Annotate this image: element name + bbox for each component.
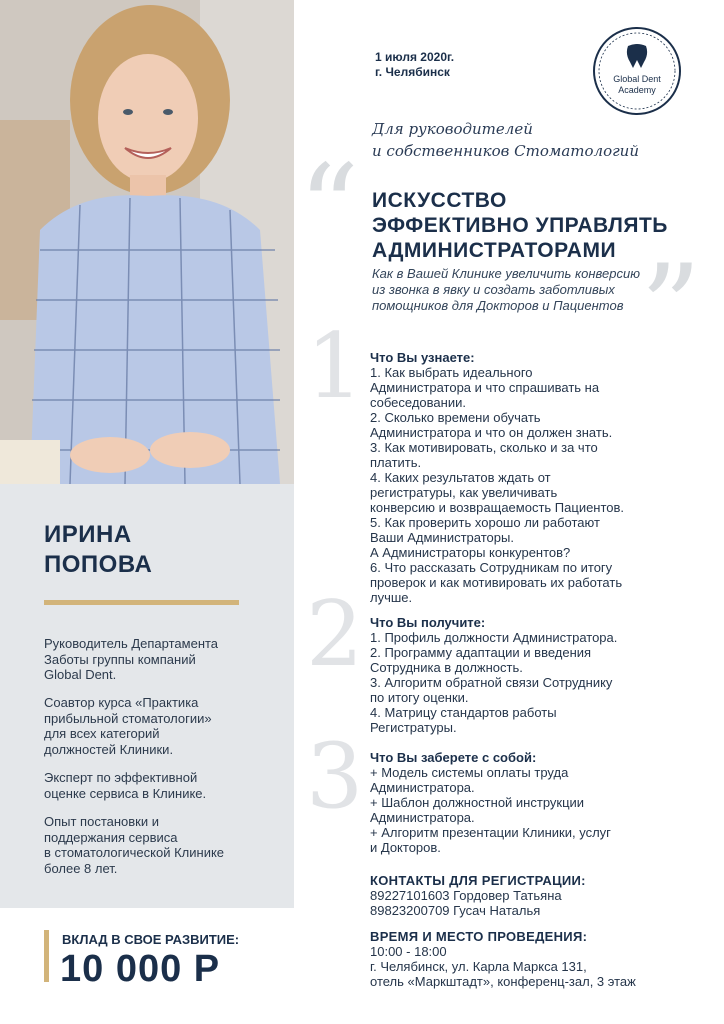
section-line: 2. Программу адаптации и введения — [370, 645, 592, 660]
bio-line: Эксперт по эффективной — [44, 770, 198, 785]
bio-line: должностей Клиники. — [44, 741, 174, 757]
bio-line: более 8 лет. — [44, 860, 118, 876]
tooth-logo-icon — [592, 26, 682, 116]
section-line: 1. Как выбрать идеального — [370, 365, 533, 380]
lead-line: Как в Вашей Клинике увеличить конверсию — [372, 266, 640, 281]
price-value: 10 000 Р — [60, 948, 221, 990]
section-line: Сотрудника в должность. — [370, 660, 523, 675]
academy-logo — [592, 26, 682, 116]
venue-hall: отель «Маркштадт», конференц-зал, 3 этаж — [370, 974, 636, 989]
speaker-bio-expert — [44, 770, 274, 801]
contact-phone[interactable]: 89227101603 Гордовер Татьяна — [370, 888, 562, 903]
event-lead — [372, 266, 672, 314]
logo-text-line1: Global Dent — [613, 74, 661, 84]
audience-caption — [372, 118, 639, 162]
section-line: + Шаблон должностной инструкции — [370, 795, 585, 810]
section-line: проверок и как мотивировать их работать — [370, 575, 623, 590]
section-learn — [370, 350, 710, 605]
speaker-last-name: ПОПОВА — [44, 551, 153, 578]
speaker-bio-experience — [44, 814, 274, 876]
speaker-bio-course — [44, 695, 274, 757]
section-line: лучше. — [370, 590, 413, 605]
section-line: 3. Алгоритм обратной связи Сотруднику — [370, 675, 613, 690]
section-line: + Модель системы оплаты труда — [370, 765, 569, 780]
section-line: А Администраторы конкурентов? — [370, 545, 571, 560]
speaker-name — [44, 520, 152, 580]
bio-line: Global Dent. — [44, 667, 117, 682]
section-line: + Алгоритм презентации Клиники, услуг — [370, 825, 611, 840]
logo-text-line2: Academy — [618, 85, 656, 95]
contacts-block — [370, 873, 710, 918]
section-line: 2. Сколько времени обучать — [370, 410, 541, 425]
section-line: 1. Профиль должности Администратора. — [370, 630, 618, 645]
section-number-2: 2 — [306, 582, 364, 687]
audience-line2: и собственников Стоматологий — [372, 142, 640, 160]
venue-heading: ВРЕМЯ И МЕСТО ПРОВЕДЕНИЯ: — [370, 929, 588, 944]
bio-line: Руководитель Департамента — [44, 636, 219, 651]
event-city: г. Челябинск — [375, 65, 450, 79]
bio-line: оценке сервиса в Клинике. — [44, 785, 207, 801]
speaker-portrait-illustration — [0, 0, 294, 484]
gold-divider — [44, 600, 239, 605]
contacts-heading: КОНТАКТЫ ДЛЯ РЕГИСТРАЦИИ: — [370, 873, 586, 888]
section-line: 6. Что рассказать Сотрудникам по итогу — [370, 560, 613, 575]
section-line: собеседовании. — [370, 395, 466, 410]
lead-line: из звонка в явку и создать заботливых — [372, 282, 615, 297]
bio-line: Соавтор курса «Практика — [44, 695, 199, 710]
section-line: 5. Как проверить хорошо ли работают — [370, 515, 600, 530]
event-date: 1 июля 2020г. — [375, 50, 455, 64]
section-heading: Что Вы узнаете: — [370, 350, 475, 365]
event-title — [372, 188, 668, 263]
section-number-1: 1 — [306, 314, 364, 419]
bio-line: Опыт постановки и — [44, 814, 160, 829]
section-line: регистратуры, как увеличивать — [370, 485, 558, 500]
contact-phone[interactable]: 89823200709 Гусач Наталья — [370, 903, 541, 918]
lead-line: помощников для Докторов и Пациентов — [372, 298, 624, 313]
venue-time: 10:00 - 18:00 — [370, 944, 447, 959]
section-heading: Что Вы получите: — [370, 615, 486, 630]
section-get — [370, 615, 710, 735]
section-line: 4. Матрицу стандартов работы — [370, 705, 557, 720]
section-line: платить. — [370, 455, 422, 470]
title-line3: АДМИНИСТРАТОРАМИ — [372, 239, 617, 262]
section-line: и Докторов. — [370, 840, 441, 855]
section-takeaway — [370, 750, 710, 855]
speaker-first-name: ИРИНА — [44, 521, 132, 548]
bio-line: в стоматологической Клинике — [44, 845, 225, 860]
speaker-photo — [0, 0, 294, 484]
open-quote-icon: “ — [298, 140, 360, 279]
bio-line: Заботы группы компаний — [44, 651, 196, 667]
venue-block — [370, 929, 710, 989]
section-number-3: 3 — [306, 724, 364, 829]
section-line: по итогу оценки. — [370, 690, 469, 705]
section-line: Администратора и что он должен знать. — [370, 425, 613, 440]
section-line: Администратора и что спрашивать на — [370, 380, 600, 395]
section-heading: Что Вы заберете с собой: — [370, 750, 537, 765]
event-date-location — [375, 50, 454, 80]
venue-address: г. Челябинск, ул. Карла Маркса 131, — [370, 959, 587, 974]
price-label: ВКЛАД В СВОЕ РАЗВИТИЕ: — [62, 932, 240, 947]
section-line: Администратора. — [370, 810, 475, 825]
bio-line: поддержания сервиса — [44, 829, 178, 845]
audience-line1: Для руководителей — [372, 120, 533, 138]
price-accent-bar — [44, 930, 49, 982]
section-line: Администратора. — [370, 780, 475, 795]
section-line: Ваши Администраторы. — [370, 530, 514, 545]
section-line: конверсию и возвращаемость Пациентов. — [370, 500, 625, 515]
speaker-bio-role — [44, 636, 274, 683]
close-quote-icon: ” — [640, 240, 702, 379]
bio-line: для всех категорий — [44, 726, 160, 741]
title-line1: ИСКУССТВО — [372, 189, 507, 212]
title-line2: ЭФФЕКТИВНО УПРАВЛЯТЬ — [372, 214, 668, 237]
section-line: 3. Как мотивировать, сколько и за что — [370, 440, 598, 455]
section-line: 4. Каких результатов ждать от — [370, 470, 551, 485]
section-line: Регистратуры. — [370, 720, 457, 735]
bio-line: прибыльной стоматологии» — [44, 710, 212, 726]
